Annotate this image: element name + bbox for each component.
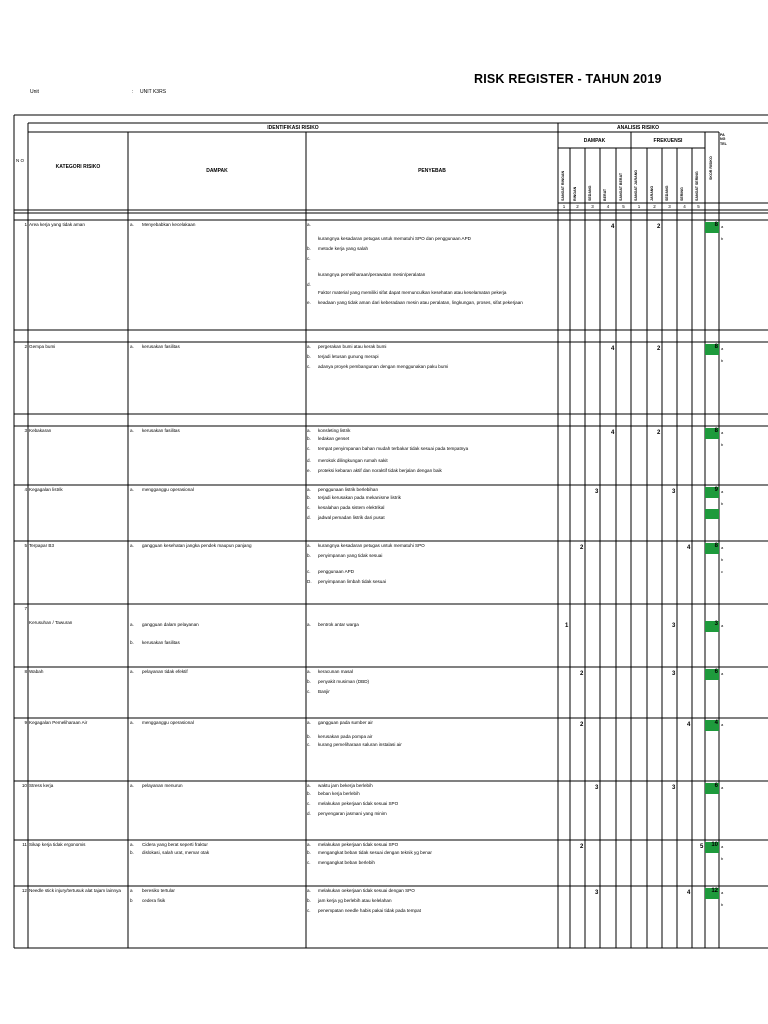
penyebab-letter: c.	[307, 446, 311, 451]
dampak-letter: a.	[130, 344, 134, 349]
level-letter: b	[721, 236, 724, 241]
row-kategori: Stress kerja	[29, 783, 54, 788]
header-scale-number: 1	[637, 204, 641, 209]
penyebab-letter: c.	[307, 569, 311, 574]
header-dampak-scale: SANGAT RINGAN	[561, 170, 565, 201]
penyebab-item: melakukan pekerjaan tidak sesuai SPO	[318, 801, 399, 806]
dampak-item: kerusakan fasilitas	[142, 428, 180, 433]
level-letter: b	[721, 557, 724, 562]
dampak-letter: b.	[130, 640, 134, 645]
header-no: N O	[15, 158, 24, 163]
penyebab-letter: e.	[307, 468, 311, 473]
level-letter: a	[721, 346, 724, 351]
row-number: 7	[24, 606, 27, 611]
dampak-item: gangguan kesehatan jangka pendek maupun panjang	[142, 543, 252, 548]
penyebab-item: mengangkat beban tidak sesuai dengan teknik yg benar	[318, 850, 432, 855]
frekuensi-value: 3	[672, 623, 676, 629]
penyebab-letter: a.	[307, 222, 311, 227]
penyebab-letter: c.	[307, 742, 311, 747]
penyebab-item: kesalahan pada sistem elektrikal	[318, 505, 385, 510]
penyebab-item: penyakit musiman (DBD)	[318, 679, 370, 684]
level-letter: a	[721, 430, 724, 435]
header-skor: SKOR RISIKO	[709, 156, 713, 180]
skor-risiko: 8	[705, 543, 719, 554]
penyebab-item: kurangnya kesadaran petugas untuk mematuhi SPO dan penggunaan APD	[318, 236, 471, 241]
row-number: 4	[24, 487, 27, 492]
penyebab-letter: c.	[307, 801, 311, 806]
dampak-item: mengganggu operasional	[142, 487, 194, 492]
dampak-item: Cidera yang berat seperti fraktur	[142, 842, 208, 847]
row-kategori: Area kerja yang tidak aman	[29, 222, 85, 227]
header-dampak-sub: DAMPAK	[583, 138, 606, 144]
penyebab-letter: d.	[307, 282, 311, 287]
header-scale-number: 5	[622, 204, 625, 209]
header-scale-number: 1	[562, 204, 566, 209]
level-letter: b	[721, 902, 724, 907]
header-scale-number: 4	[683, 204, 686, 209]
skor-risiko: 9	[705, 487, 719, 498]
penyebab-letter: d.	[307, 458, 311, 463]
penyebab-item: metode kerja yang salah	[318, 246, 369, 251]
skor-risiko: 8	[705, 428, 719, 439]
penyebab-item: kurangnya pemeliharaan/perawatan mesin/peralatan	[318, 272, 426, 277]
frekuensi-value: 2	[657, 430, 661, 436]
penyebab-item: terjadi kerusakan pada mekanisme listrik	[318, 495, 401, 500]
dampak-item: Menyebabkan kecelakaan	[142, 222, 196, 227]
penyebab-item: keracunan masal	[318, 669, 353, 674]
header-dampak: DAMPAK	[206, 168, 228, 174]
level-letter: b	[721, 856, 724, 861]
dampak-letter: a.	[130, 669, 134, 674]
penyebab-item: kurangnya kesadaran petugas untuk mematuhi SPO	[318, 543, 425, 548]
header-scale-number: 4	[606, 204, 610, 209]
penyebab-letter: a.	[307, 783, 311, 788]
frekuensi-value: 4	[687, 722, 691, 728]
penyebab-item: Faktor material yang memiliki sifat dapat memunculkan kesehatan atau keselamatan pekerja	[318, 290, 507, 295]
row-kategori: Terpapar B3	[29, 543, 55, 548]
penyebab-item: kurang pemeliharaan saluran instalasi air	[318, 742, 402, 747]
penyebab-letter: b.	[307, 791, 311, 796]
penyebab-item: penggunaan listrik berlebihan	[318, 487, 379, 492]
dampak-item: kerusakan fasilitas	[142, 344, 180, 349]
row-kategori: Sikap kerja tidak ergonomis	[29, 842, 86, 847]
header-scale-number: 2	[653, 204, 656, 209]
header-penyebab: PENYEBAB	[418, 168, 446, 174]
dampak-item: kerusakan fasilitas	[142, 640, 180, 645]
header-kategori: KATEGORI RISIKO	[55, 164, 101, 170]
row-number: 8	[24, 669, 27, 674]
penyebab-item: mengangkat beban berlebih	[318, 860, 375, 865]
dampak-letter: b	[130, 898, 133, 903]
skor-risiko: 6	[705, 783, 719, 794]
skor-risiko: 6	[705, 669, 719, 680]
frekuensi-value: 4	[687, 890, 691, 896]
header-scale-number: 5	[697, 204, 700, 209]
penyebab-letter: c.	[307, 505, 311, 510]
skor-risiko: 3	[705, 621, 719, 632]
frekuensi-value: 5	[700, 844, 704, 850]
penyebab-item: proteksi kebaran aktif dan noraktif tidak berjalan dengan baik	[318, 468, 442, 473]
penyebab-letter: b.	[307, 850, 311, 855]
row-number: 11	[22, 842, 27, 847]
penyebab-item: kerusakan pada pompa air	[318, 734, 373, 739]
dampak-value: 3	[595, 890, 599, 896]
penyebab-item: pergerakan bumi atau kerak bumi	[318, 344, 387, 349]
penyebab-letter: d.	[307, 811, 311, 816]
dampak-item: beresiko tertular	[142, 888, 175, 893]
row-number: 3	[24, 428, 27, 433]
unit-label: Unit	[30, 89, 39, 95]
row-kategori: Kerusuhan / Tawuran	[29, 620, 73, 625]
penyebab-letter: a.	[307, 842, 311, 847]
penyebab-letter: b.	[307, 436, 311, 441]
skor-risiko: 8	[705, 222, 719, 233]
header-frekuensi-scale: SERING	[680, 187, 684, 201]
header-dampak-scale: RINGAN	[573, 186, 577, 201]
penyebab-item: merokok dilingkungan rumah sakit	[318, 458, 388, 463]
penyebab-item: penyimpanan limbah tidak sesuai	[318, 579, 386, 584]
row-number: 12	[21, 888, 27, 893]
score-band	[705, 509, 719, 519]
row-number: 9	[24, 720, 27, 725]
frekuensi-value: 2	[657, 346, 661, 352]
level-letter: b	[721, 501, 724, 506]
level-letter: a	[721, 489, 724, 494]
penyebab-letter: a.	[307, 888, 311, 893]
header-dampak-scale: SANGAT BERAT	[619, 172, 623, 201]
level-letter: a	[721, 671, 724, 676]
dampak-item: cedera fisik	[142, 898, 166, 903]
penyebab-letter: b.	[307, 898, 311, 903]
header-frekuensi-scale: JARANG	[650, 185, 654, 201]
penyebab-letter: b.	[307, 354, 311, 359]
penyebab-letter: a.	[307, 487, 311, 492]
level-letter: c	[721, 569, 723, 574]
penyebab-letter: a.	[307, 669, 311, 674]
penyebab-letter: a.	[307, 344, 311, 349]
level-letter: a	[721, 545, 724, 550]
frekuensi-value: 3	[672, 671, 676, 677]
dampak-letter: b.	[130, 850, 134, 855]
penyebab-letter: e.	[307, 300, 311, 305]
row-number: 5	[24, 543, 27, 548]
penyebab-item: jam kerja yg berlebih atau kelelahan	[318, 898, 392, 903]
dampak-letter: a.	[130, 842, 134, 847]
dampak-value: 3	[595, 489, 599, 495]
penyebab-item: ledakan genset	[318, 436, 350, 441]
dampak-item: pelayanan tidak efektif	[142, 669, 188, 674]
penyebab-letter: c.	[307, 256, 311, 261]
level-letter: a	[721, 785, 724, 790]
penyebab-item: jadwal pemadan listrik dari pusat	[318, 515, 385, 520]
penyebab-item: bentrok antar warga	[318, 622, 359, 627]
level-letter: a	[721, 722, 724, 727]
penyebab-letter: b.	[307, 734, 311, 739]
header-frekuensi-scale: SEDANG	[665, 185, 669, 201]
dampak-value: 4	[611, 224, 615, 230]
header-dampak-scale: SEDANG	[588, 185, 592, 201]
penyebab-letter: b.	[307, 246, 311, 251]
penyebab-item: Banjir	[318, 689, 330, 694]
row-kategori: Kegagalan listrik	[29, 487, 63, 492]
penyebab-item: penyimpanan yang tidak sesuai	[318, 553, 383, 558]
dampak-value: 2	[580, 671, 584, 677]
frekuensi-value: 3	[672, 785, 676, 791]
penyebab-item: adanya proyek pembangunan dengan menggunakan paku bumi	[318, 364, 449, 369]
penyebab-item: konsleting listrik	[318, 428, 351, 433]
dampak-letter: a	[130, 888, 133, 893]
level-letter: a	[721, 890, 724, 895]
header-analisis: ANALISIS RISIKO	[617, 125, 659, 131]
header-level: PA NG TEL	[720, 133, 727, 146]
penyebab-letter: b.	[307, 553, 311, 558]
row-number: 10	[21, 783, 27, 788]
level-letter: a	[721, 224, 724, 229]
frekuensi-value: 3	[672, 489, 676, 495]
header-frekuensi-scale: SANGAT SERING	[695, 171, 699, 201]
dampak-letter: a.	[130, 428, 134, 433]
penyebab-letter: d.	[307, 515, 311, 520]
header-identifikasi: IDENTIFIKASI RISIKO	[267, 125, 319, 131]
row-number: 1	[24, 222, 27, 227]
penyebab-item: waktu jam bekerja berlebih	[318, 783, 373, 788]
header-dampak-scale: BERAT	[603, 188, 607, 201]
dampak-value: 1	[565, 623, 569, 629]
penyebab-item: keadaan yang tidak aman dari keberadaan mesin atau peralatan, lingkungan, proses, sifat pekerjaan	[318, 300, 523, 305]
dampak-letter: a.	[130, 783, 134, 788]
level-letter: a	[721, 623, 724, 628]
dampak-letter: a.	[130, 543, 134, 548]
penyebab-item: beban kerja berlebih	[318, 791, 360, 796]
dampak-item: dislokasi, salah urat, memar otak	[142, 850, 210, 855]
penyebab-letter: c.	[307, 860, 311, 865]
penyebab-letter: b.	[307, 679, 311, 684]
dampak-value: 2	[580, 722, 584, 728]
frekuensi-value: 4	[687, 545, 691, 551]
document-title: RISK REGISTER - TAHUN 2019	[474, 72, 662, 86]
skor-risiko: 8	[705, 344, 719, 355]
frekuensi-value: 2	[657, 224, 661, 230]
penyebab-item: gangguan pada sumber air	[318, 720, 373, 725]
penyebab-item: penggunaan APD	[318, 569, 355, 574]
dampak-value: 2	[580, 545, 584, 551]
skor-risiko: 4	[705, 720, 719, 731]
dampak-letter: a.	[130, 720, 134, 725]
row-kategori: Gempa bumi	[29, 344, 56, 349]
penyebab-letter: a.	[307, 428, 311, 433]
penyebab-item: terjadi letusan gunung merapi	[318, 354, 379, 359]
penyebab-item: tempat penyimpanan bahan mudah terbakar tidak sesuai pada tempatnya	[318, 446, 469, 451]
penyebab-letter: c.	[307, 364, 311, 369]
dampak-item: gangguan dalam pelayanan	[142, 622, 199, 627]
row-number: 2	[24, 344, 27, 349]
penyebab-item: penyengaran jasmani yang minim	[318, 811, 387, 816]
header-frekuensi-scale: SANGAT JARANG	[634, 169, 638, 201]
dampak-letter: a.	[130, 622, 134, 627]
dampak-value: 4	[611, 430, 615, 436]
penyebab-letter: c.	[307, 908, 311, 913]
penyebab-item: melakukan oekerjaan tidak sesuai dengan SPO	[318, 888, 415, 893]
row-kategori: Needle stick injury/tertusuk alat tajam lainnya	[29, 888, 121, 893]
dampak-item: mengganggu operasional	[142, 720, 194, 725]
unit-colon: :	[132, 89, 134, 95]
row-kategori: Wabah	[29, 669, 44, 674]
row-kategori: Kegagalan Pemeliharaan Air	[29, 720, 88, 725]
penyebab-letter: c.	[307, 689, 311, 694]
dampak-letter: a.	[130, 222, 134, 227]
dampak-value: 2	[580, 844, 584, 850]
header-scale-number: 3	[591, 204, 594, 209]
penyebab-letter: D.	[307, 579, 312, 584]
penyebab-letter: b.	[307, 495, 311, 500]
dampak-value: 3	[595, 785, 599, 791]
dampak-letter: a.	[130, 487, 134, 492]
penyebab-item: penempatan needle habis pakai tidak pada tempat	[318, 908, 421, 913]
header-scale-number: 2	[576, 204, 579, 209]
level-letter: b	[721, 358, 724, 363]
dampak-item: pelayanan menurun	[142, 783, 183, 788]
skor-risiko: 12	[705, 888, 719, 899]
dampak-value: 4	[611, 346, 615, 352]
header-frekuensi-sub: FREKUENSI	[653, 138, 683, 144]
level-letter: b	[721, 442, 724, 447]
skor-risiko: 10	[705, 842, 719, 853]
penyebab-letter: a.	[307, 543, 311, 548]
level-letter: a	[721, 844, 724, 849]
unit-value: UNIT K3RS	[140, 89, 167, 95]
penyebab-letter: a.	[307, 720, 311, 725]
penyebab-letter: a.	[307, 622, 311, 627]
header-scale-number: 3	[668, 204, 671, 209]
row-kategori: Kebakaran	[29, 428, 52, 433]
penyebab-item: melakukan pekerjaan tidak sesuai SPO	[318, 842, 399, 847]
